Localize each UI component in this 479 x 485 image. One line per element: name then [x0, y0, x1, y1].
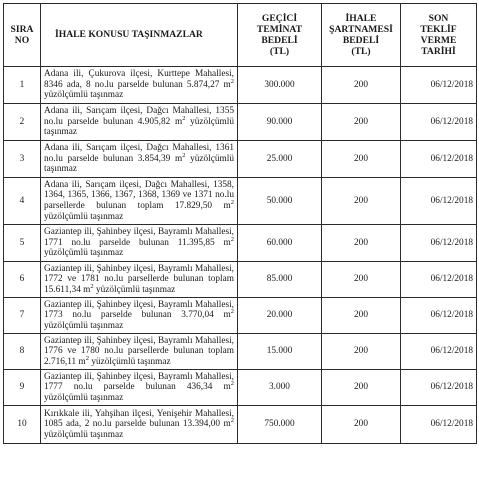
- header-teminat: GEÇİCİ TEMİNAT BEDELİ (TL): [238, 4, 322, 67]
- tender-table: [3, 3, 477, 444]
- guarantee-amount: 20.000: [238, 298, 322, 334]
- guarantee-amount: 90.000: [238, 104, 322, 141]
- row-number: 1: [4, 67, 41, 104]
- guarantee-amount: 300.000: [238, 67, 322, 104]
- table-row: [4, 406, 477, 444]
- deadline-date: 06/12/2018: [401, 141, 477, 178]
- deadline-date: 06/12/2018: [401, 406, 477, 444]
- row-number: 5: [4, 225, 41, 262]
- property-description: Adana ili, Sarıçam ilçesi, Dağcı Mahallesi, 1358, 1364, 1365, 1366, 1367, 1368, 1369 ve 1371 no.lu parsellerde bulunan toplam 17.829,50 $m^2$ yüzölçümlü taşınmaz: [41, 178, 238, 225]
- guarantee-amount: 750.000: [238, 406, 322, 444]
- property-description: Kırıkkale ili, Yahşihan ilçesi, Yenişehir Mahallesi, 1085 ada, 2 no.lu parselde bulunan 13.394,00 $m^2$ yüzölçümlü taşınmaz: [41, 406, 238, 444]
- deadline-date: 06/12/2018: [401, 370, 477, 406]
- spec-fee: 200: [322, 262, 401, 298]
- table-row: [4, 178, 477, 225]
- spec-fee: 200: [322, 104, 401, 141]
- row-number: 2: [4, 104, 41, 141]
- header-sira-no: SIRA NO: [4, 4, 41, 67]
- guarantee-amount: 15.000: [238, 334, 322, 370]
- property-description: Gaziantep ili, Şahinbey ilçesi, Bayramlı Mahallesi, 1772 ve 1781 no.lu parsellerde bulunan toplam 15.611,34 $m^2$ yüzölçümlü taşınmaz: [41, 262, 238, 298]
- deadline-date: 06/12/2018: [401, 262, 477, 298]
- spec-fee: 200: [322, 370, 401, 406]
- row-number: 10: [4, 406, 41, 444]
- table-row: [4, 298, 477, 334]
- table-row: [4, 262, 477, 298]
- deadline-date: 06/12/2018: [401, 67, 477, 104]
- header-subject: İHALE KONUSU TAŞINMAZLAR: [41, 4, 238, 67]
- row-number: 6: [4, 262, 41, 298]
- guarantee-amount: 85.000: [238, 262, 322, 298]
- header-tarih: SON TEKLİF VERME TARİHİ: [401, 4, 477, 67]
- guarantee-amount: 3.000: [238, 370, 322, 406]
- spec-fee: 200: [322, 67, 401, 104]
- deadline-date: 06/12/2018: [401, 104, 477, 141]
- deadline-date: 06/12/2018: [401, 178, 477, 225]
- property-description: Adana ili, Çukurova ilçesi, Kurttepe Mahallesi, 8346 ada, 8 no.lu parselde bulunan 5.874,27 $m^2$ yüzölçümlü taşınmaz: [41, 67, 238, 104]
- header-sartname: İHALE ŞARTNAMESİ BEDELİ (TL): [322, 4, 401, 67]
- table-row: [4, 334, 477, 370]
- row-number: 3: [4, 141, 41, 178]
- spec-fee: 200: [322, 225, 401, 262]
- property-description: Adana ili, Sarıçam ilçesi, Dağcı Mahallesi, 1355 no.lu parselde bulunan 4.905,82 $m^2$ yüzölçümlü taşınmaz: [41, 104, 238, 141]
- spec-fee: 200: [322, 141, 401, 178]
- guarantee-amount: 50.000: [238, 178, 322, 225]
- property-description: Gaziantep ili, Şahinbey ilçesi, Bayramlı Mahallesi, 1777 no.lu parselde bulunan 436,34 $m^2$ yüzölçümlü taşınmaz: [41, 370, 238, 406]
- property-description: Gaziantep ili, Şahinbey ilçesi, Bayramlı Mahallesi, 1773 no.lu parselde bulunan 3.770,04 $m^2$ yüzölçümlü taşınmaz: [41, 298, 238, 334]
- row-number: 9: [4, 370, 41, 406]
- property-description: Gaziantep ili, Şahinbey ilçesi, Bayramlı Mahallesi, 1771 no.lu parselde bulunan 11.395,85 $m^2$ yüzölçümlü taşınmaz: [41, 225, 238, 262]
- row-number: 7: [4, 298, 41, 334]
- table-row: [4, 141, 477, 178]
- table-header-row: [4, 4, 477, 67]
- table-row: [4, 225, 477, 262]
- table-row: [4, 370, 477, 406]
- row-number: 8: [4, 334, 41, 370]
- table-row: [4, 67, 477, 104]
- row-number: 4: [4, 178, 41, 225]
- deadline-date: 06/12/2018: [401, 225, 477, 262]
- spec-fee: 200: [322, 178, 401, 225]
- deadline-date: 06/12/2018: [401, 298, 477, 334]
- spec-fee: 200: [322, 406, 401, 444]
- property-description: Adana ili, Sarıçam ilçesi, Dağcı Mahallesi, 1361 no.lu parselde bulunan 3.854,39 $m^2$ yüzölçümlü taşınmaz: [41, 141, 238, 178]
- guarantee-amount: 60.000: [238, 225, 322, 262]
- spec-fee: 200: [322, 298, 401, 334]
- deadline-date: 06/12/2018: [401, 334, 477, 370]
- table-row: [4, 104, 477, 141]
- guarantee-amount: 25.000: [238, 141, 322, 178]
- spec-fee: 200: [322, 334, 401, 370]
- property-description: Gaziantep ili, Şahinbey ilçesi, Bayramlı Mahallesi, 1776 ve 1780 no.lu parsellerde bulunan toplam 2.716,11 $m^2$ yüzölçümlü taşınmaz: [41, 334, 238, 370]
